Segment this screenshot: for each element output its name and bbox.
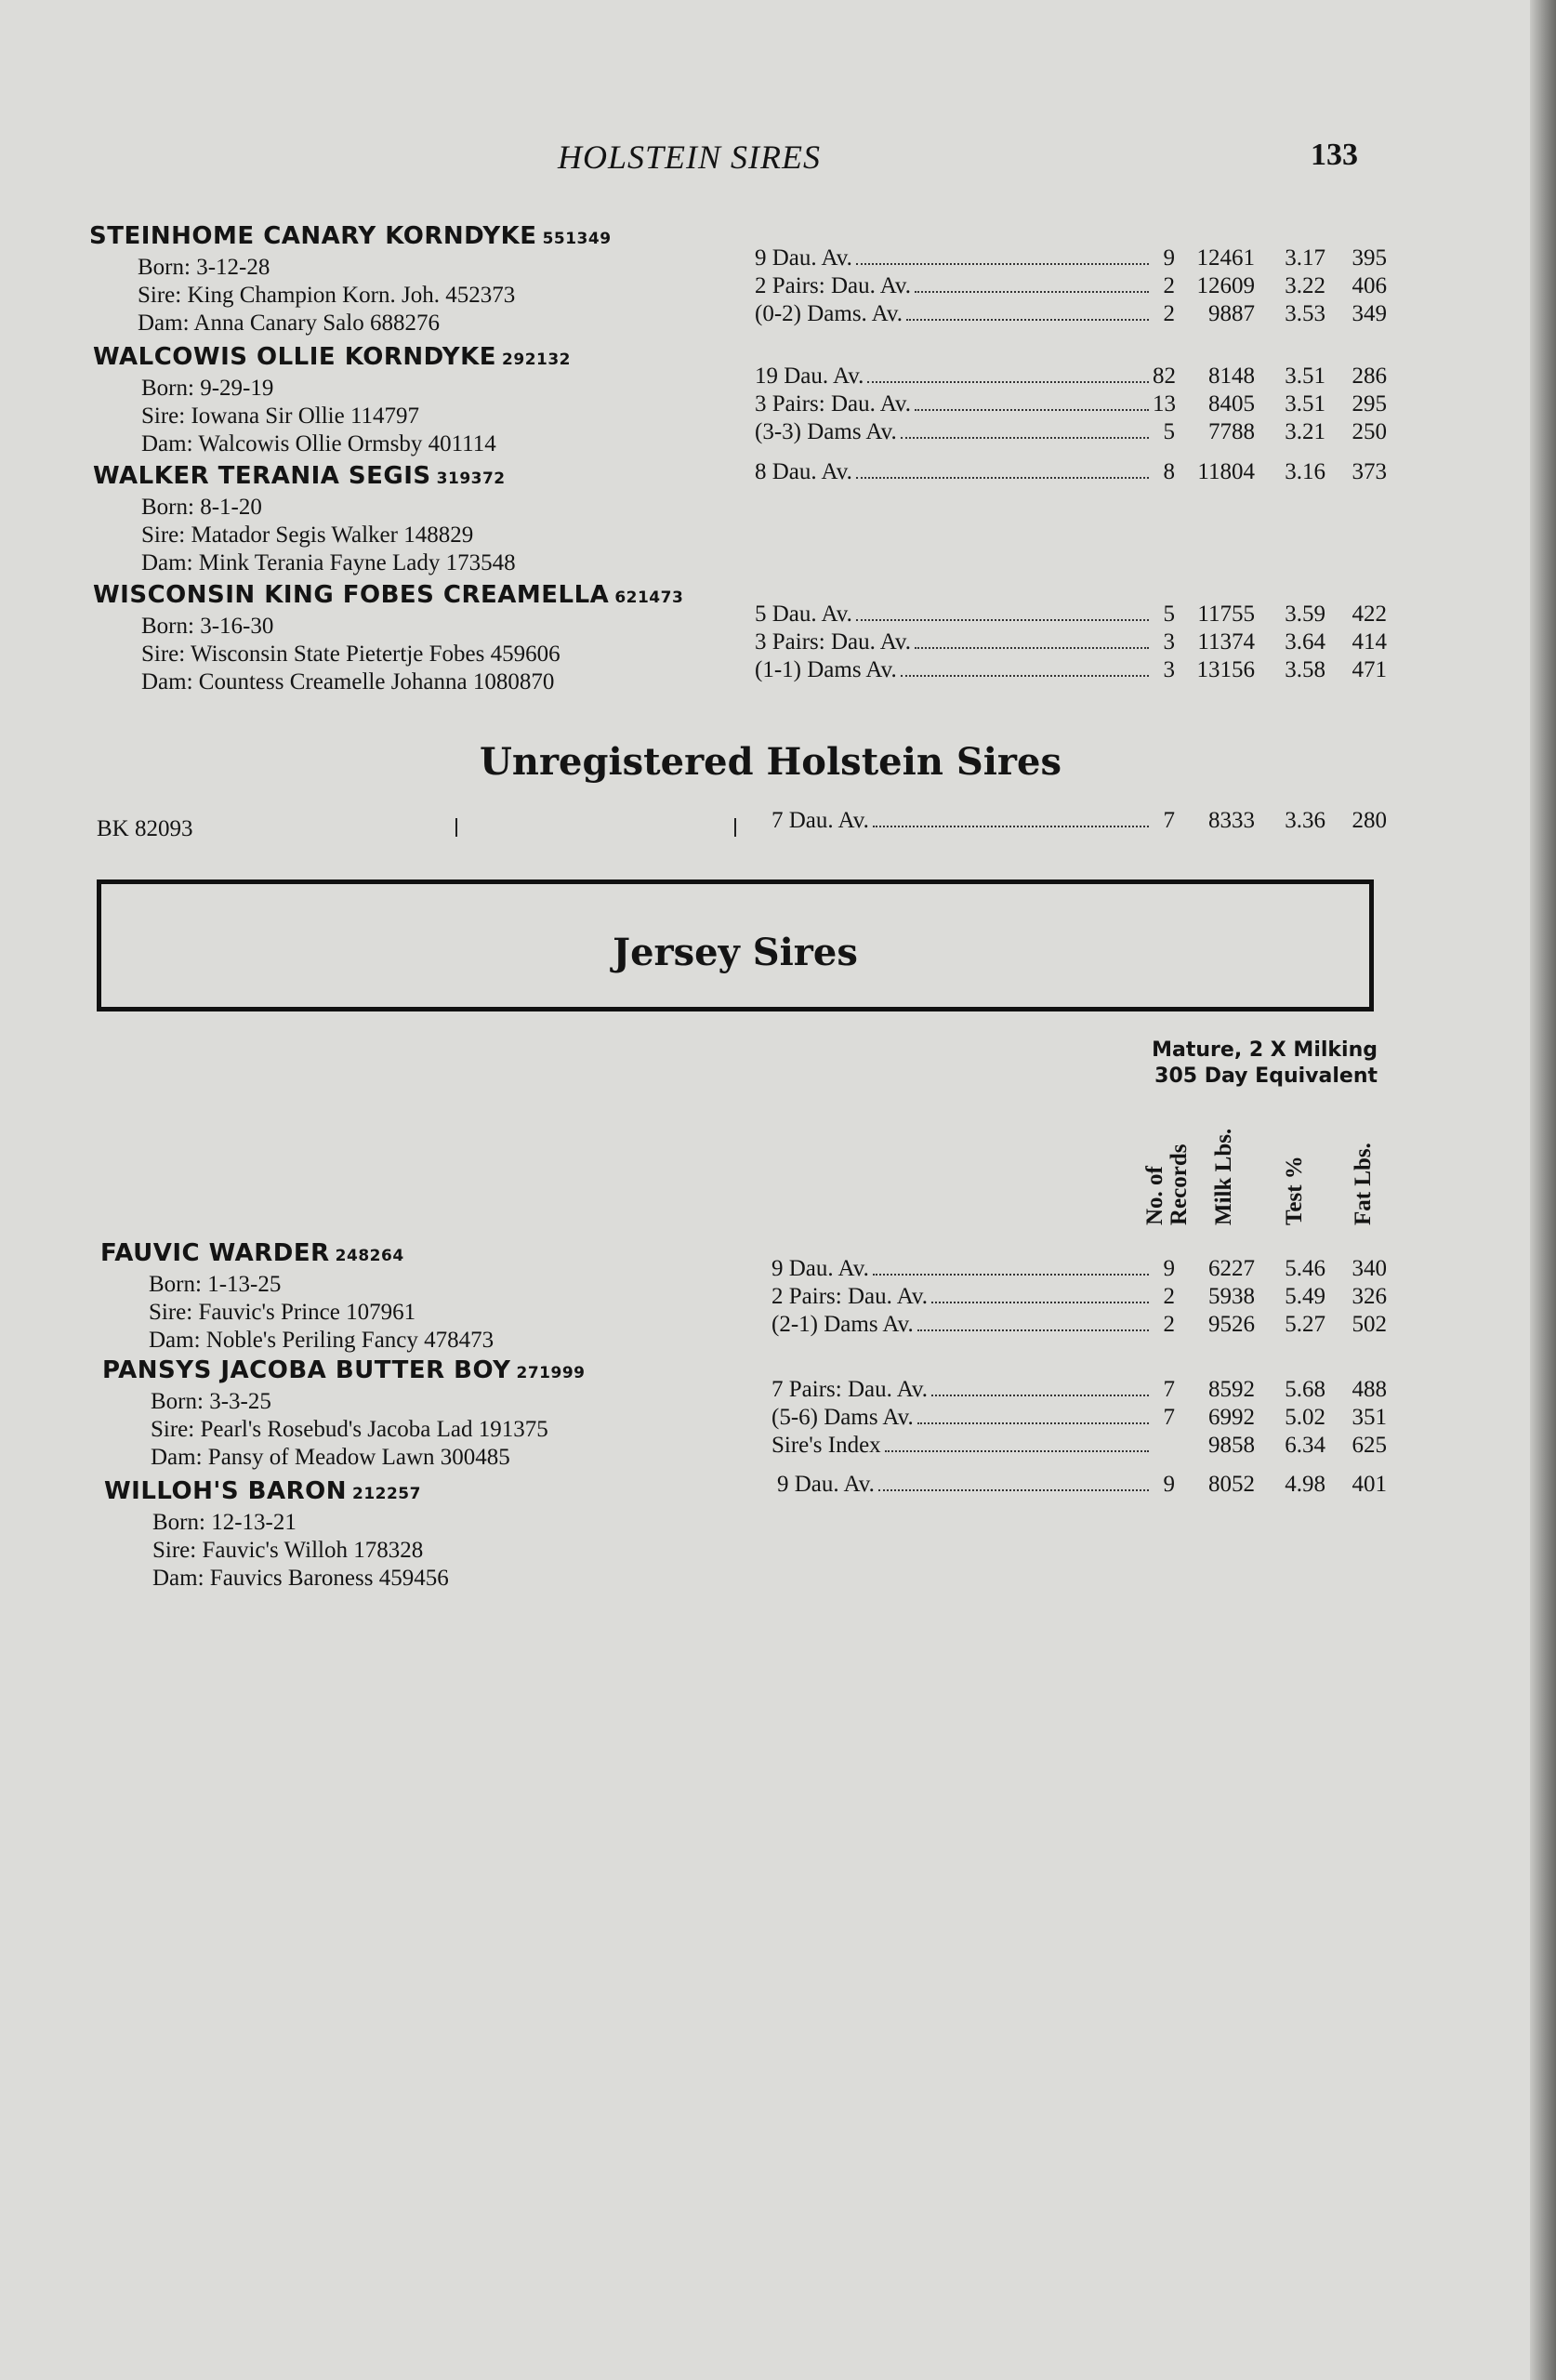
record-row: 3 Pairs: Dau. Av. 3 11374 3.64 414 bbox=[755, 629, 1387, 654]
rule-mark bbox=[734, 818, 736, 837]
sire-name: WALCOWIS OLLIE KORNDYKE 292132 bbox=[93, 343, 572, 371]
column-header-fat: Fat Lbs. bbox=[1351, 1143, 1376, 1225]
sire-line: Sire: Matador Segis Walker 148829 bbox=[141, 522, 474, 548]
rule-mark bbox=[455, 818, 457, 837]
born-line: Born: 3-12-28 bbox=[138, 255, 270, 280]
registration-number: 551349 bbox=[542, 230, 612, 248]
dam-line: Dam: Mink Terania Fayne Lady 173548 bbox=[141, 550, 516, 575]
sire-name: WISCONSIN KING FOBES CREAMELLA 621473 bbox=[93, 581, 684, 609]
sire-entry bbox=[104, 1476, 449, 1593]
record-row: Sire's Index 9858 6.34 625 bbox=[771, 1433, 1387, 1458]
unregistered-sire-label: BK 82093 bbox=[97, 816, 193, 841]
record-row: (3-3) Dams Av. 5 7788 3.21 250 bbox=[755, 419, 1387, 444]
record-group bbox=[771, 807, 1387, 835]
registration-number: 621473 bbox=[614, 588, 684, 607]
record-row: (5-6) Dams Av. 7 6992 5.02 351 bbox=[771, 1405, 1387, 1430]
sire-entry bbox=[93, 580, 683, 696]
record-row: 7 Dau. Av. 7 8333 3.36 280 bbox=[771, 808, 1387, 833]
sire-line: Sire: Iowana Sir Ollie 114797 bbox=[141, 403, 420, 429]
sire-line: Sire: Fauvic's Prince 107961 bbox=[149, 1300, 416, 1325]
equivalent-note: Mature, 2 X Milking 305 Day Equivalent bbox=[1152, 1038, 1378, 1088]
registration-number: 212257 bbox=[351, 1485, 421, 1503]
record-row: 9 Dau. Av. 9 8052 4.98 401 bbox=[777, 1472, 1387, 1497]
record-row: 19 Dau. Av. 82 8148 3.51 286 bbox=[755, 364, 1387, 389]
dam-line: Dam: Walcowis Ollie Ormsby 401114 bbox=[141, 431, 496, 456]
record-group bbox=[755, 245, 1387, 328]
page-number: 133 bbox=[1311, 138, 1358, 172]
sire-line: Sire: King Champion Korn. Joh. 452373 bbox=[138, 283, 516, 308]
sire-line: Sire: Pearl's Rosebud's Jacoba Lad 191375 bbox=[151, 1417, 548, 1442]
registration-number: 292132 bbox=[502, 350, 572, 369]
jersey-section-title: Jersey Sires bbox=[613, 931, 858, 974]
record-row: (0-2) Dams. Av. 2 9887 3.53 349 bbox=[755, 301, 1387, 326]
sire-name: STEINHOME CANARY KORNDYKE 551349 bbox=[89, 222, 612, 250]
record-group bbox=[771, 1255, 1387, 1339]
dam-line: Dam: Noble's Periling Fancy 478473 bbox=[149, 1328, 494, 1353]
record-row: 8 Dau. Av. 8 11804 3.16 373 bbox=[755, 459, 1387, 484]
column-header-records: No. of Records bbox=[1142, 1144, 1192, 1225]
sire-line: Sire: Fauvic's Willoh 178328 bbox=[152, 1538, 424, 1563]
dam-line: Dam: Pansy of Meadow Lawn 300485 bbox=[151, 1445, 510, 1470]
born-line: Born: 12-13-21 bbox=[152, 1510, 297, 1535]
sire-entry bbox=[102, 1355, 586, 1472]
sire-line: Sire: Wisconsin State Pietertje Fobes 459606 bbox=[141, 641, 560, 667]
born-line: Born: 9-29-19 bbox=[141, 376, 274, 401]
record-row: 3 Pairs: Dau. Av. 13 8405 3.51 295 bbox=[755, 391, 1387, 416]
dam-line: Dam: Fauvics Baroness 459456 bbox=[152, 1566, 449, 1591]
sire-name: WALKER TERANIA SEGIS 319372 bbox=[93, 462, 506, 490]
sire-name: WILLOH'S BARON 212257 bbox=[104, 1477, 421, 1505]
sire-name: FAUVIC WARDER 248264 bbox=[100, 1239, 404, 1267]
born-line: Born: 1-13-25 bbox=[149, 1272, 282, 1297]
book-binding-edge bbox=[1530, 0, 1556, 2380]
sire-entry bbox=[93, 461, 516, 577]
registration-number: 319372 bbox=[436, 469, 506, 488]
record-row: 2 Pairs: Dau. Av. 2 5938 5.49 326 bbox=[771, 1284, 1387, 1309]
born-line: Born: 3-3-25 bbox=[151, 1389, 271, 1414]
sire-entry bbox=[100, 1238, 494, 1355]
sire-entry bbox=[93, 342, 571, 458]
sire-name: PANSYS JACOBA BUTTER BOY 271999 bbox=[102, 1356, 586, 1384]
jersey-section-box bbox=[97, 879, 1374, 1012]
record-row: 2 Pairs: Dau. Av. 2 12609 3.22 406 bbox=[755, 273, 1387, 298]
record-group bbox=[755, 601, 1387, 684]
column-header-test: Test % bbox=[1282, 1156, 1307, 1225]
running-head: HOLSTEIN SIRES bbox=[558, 139, 821, 176]
born-line: Born: 3-16-30 bbox=[141, 614, 274, 639]
record-row: (2-1) Dams Av. 2 9526 5.27 502 bbox=[771, 1312, 1387, 1337]
record-group bbox=[777, 1471, 1387, 1499]
record-row: 9 Dau. Av. 9 12461 3.17 395 bbox=[755, 245, 1387, 271]
dam-line: Dam: Countess Creamelle Johanna 1080870 bbox=[141, 669, 555, 694]
sire-entry bbox=[89, 221, 612, 337]
registration-number: 271999 bbox=[516, 1364, 586, 1382]
record-row: (1-1) Dams Av. 3 13156 3.58 471 bbox=[755, 657, 1387, 682]
column-header-milk: Milk Lbs. bbox=[1211, 1128, 1236, 1225]
record-group bbox=[755, 458, 1387, 486]
registration-number: 248264 bbox=[335, 1247, 404, 1265]
record-row: 7 Pairs: Dau. Av. 7 8592 5.68 488 bbox=[771, 1377, 1387, 1402]
record-group bbox=[771, 1376, 1387, 1460]
unregistered-section-title: Unregistered Holstein Sires bbox=[480, 740, 1062, 784]
dam-line: Dam: Anna Canary Salo 688276 bbox=[138, 311, 440, 336]
born-line: Born: 8-1-20 bbox=[141, 495, 262, 520]
record-row: 9 Dau. Av. 9 6227 5.46 340 bbox=[771, 1256, 1387, 1281]
record-group bbox=[755, 363, 1387, 446]
record-row: 5 Dau. Av. 5 11755 3.59 422 bbox=[755, 602, 1387, 627]
